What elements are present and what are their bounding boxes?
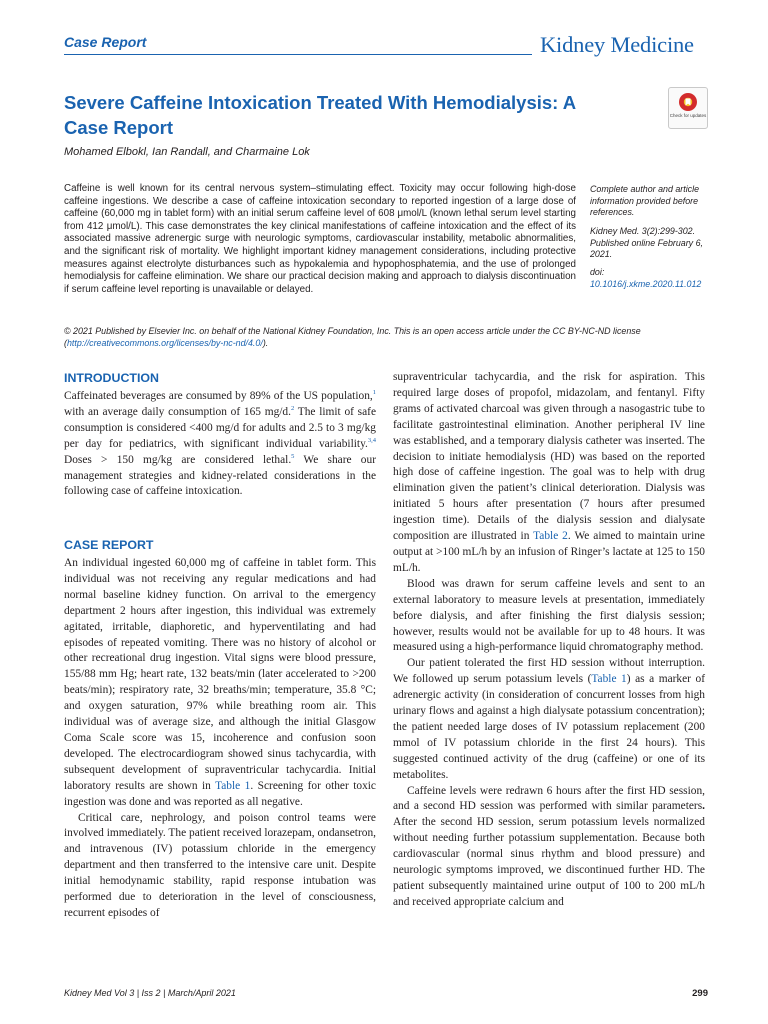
check-for-updates-badge[interactable] <box>668 87 708 129</box>
abstract: Caffeine is well known for its central nervous system–stimulating effect. Toxicity may occur following high-dose caffeine ingestions. We describe a case of caffeine intoxication secondary to reported ingestion of a large dose of caffeine (60,000 mg in tablet form) with an initial serum caffeine level of 608 μmol/L (known lethal serum level starting from 412 μmol/L). This case demonstrates the key clinical manifestations of caffeine intoxication and the effect of its associated massive adrenergic surge with neurologic symptoms, cardiovascular instability, metabolic abnormalities, and the significant risk of mortality. We highlight important kidney management considerations, including protective measures against electrolyte disturbances such as hypokalemia and hypophosphatemia, and the use of prolonged hemodialysis for caffeine elimination. We share our practical decision making and approach to dialysis discontinuation if serum caffeine level reporting is unavailable or delayed. <box>64 183 576 295</box>
case-paragraph: Caffeine levels were redrawn 6 hours after the first HD session, and a second HD session was performed with similar parameters. After the second HD session, serum potassium levels normalized without needing further potassium supplementation. Because both cardiovascular (normal sinus rhythm and blood pressure) and neurologic symptoms improved, we discontinued further HD. The patient subsequently maintained urine output of 100 to 200 mL/h and received appropriate calcium and <box>393 784 705 908</box>
bookmark-icon <box>679 93 697 111</box>
article-title: Severe Caffeine Intoxication Treated With Hemodialysis: A Case Report <box>64 92 576 138</box>
introduction-heading: INTRODUCTION <box>64 371 159 385</box>
header-rule <box>64 54 532 55</box>
doi-label: doi: <box>590 267 605 277</box>
page-number: 299 <box>692 988 708 999</box>
badge-label: Check for updates <box>669 113 707 118</box>
introduction-body <box>64 389 376 500</box>
introduction-paragraph: Caffeinated beverages are consumed by 89% of the US population,$^1$ with an average daily consumption of 165 mg/d.$^2$ The limit of safe consumption is considered <400 mg/d for adults and 2.5 to 3 mg/kg per day for pediatrics, with significant individual variability.$^{3,4}$ Doses > 150 mg/kg are considered lethal.$^5$ We share our management strategies and kidney-related considerations in the following case of caffeine intoxication. <box>64 389 376 498</box>
section-tag: Case Report <box>64 34 147 50</box>
table-1-link[interactable]: Table 1 <box>215 779 251 792</box>
case-paragraph: Critical care, nephrology, and poison control teams were involved immediately. The patient received lorazepam, ondansetron, and intravenous (IV) potassium chloride in the emergency department and then transferred to the intensive care unit. Despite initial hemodynamic stability, rapid response intubation was performed due to deterioration in the level of consciousness, recurrent episodes of <box>64 811 376 919</box>
license-end: ). <box>262 337 269 348</box>
table-1-link[interactable]: Table 1 <box>591 673 627 686</box>
table-2-link[interactable]: Table 2 <box>533 530 568 543</box>
doi-link[interactable]: 10.1016/j.xkme.2020.11.012 <box>590 278 702 289</box>
reference-link[interactable]: 3,4 <box>367 436 376 444</box>
case-paragraph: supraventricular tachycardia, and the risk for aspiration. This required large doses of propofol, midazolam, and fentanyl. Fifty grams of activated charcoal was given through a nasogastric tube to facilitate gastrointestinal elimination. Another peripheral IV line was established, and a temporary dialysis catheter was inserted. The decision to initiate hemodialysis (HD) was based on the reported high dose of caffeine ingestion. The goal was to help with drug elimination given the patient’s clinical deterioration. Dialysis was initiated 5 hours after presentation (7 hours after presumed ingestion time). Details of the dialysis session and dialysate composition are illustrated in Table 2. We aimed to maintain urine output at >100 mL/h by an infusion of Ringer’s lactate at 125 to 150 mL/h. <box>393 371 705 574</box>
license-text: © 2021 Published by Elsevier Inc. on behalf of the National Kidney Foundation, Inc. This is an open access article under the CC BY-NC-ND license ( <box>64 326 641 348</box>
license-link[interactable]: http://creativecommons.org/licenses/by-nc-nd/4.0/ <box>66 337 263 348</box>
case-report-heading: CASE REPORT <box>64 538 154 552</box>
license-statement <box>64 326 664 349</box>
reference-link[interactable]: 5 <box>291 452 295 460</box>
case-report-body <box>64 556 376 922</box>
citation: Kidney Med. 3(2):299-302. Published online February 6, 2021. <box>590 226 703 259</box>
case-paragraph: An individual ingested 60,000 mg of caffeine in tablet form. This individual was not receiving any regular medications and had normal baseline kidney function. On arrival to the emergency department 2 hours after ingestion, this individual was extremely agitated, irritable, diaphoretic, and hyperventilating and had episodes of repeated vomiting. There was no history of alcohol or other recreational drug ingestion. Vital signs were blood pressure, 155/88 mm Hg; heart rate, 132 beats/min (later accelerated to >200 beats/min); respiratory rate, 32 breaths/min; temperature, 35.8 °C; and oxygen saturation, 97% while breathing room air. This individual was of average size, and although the initial Glasgow Coma Scale score was 15, incoherence and confusion soon developed. The electrocardiogram showed sinus tachycardia, with subsequent development of supraventricular tachycardia. Initial laboratory results are shown in Table 1. Screening for other toxic ingestion was done and was reported as all negative. <box>64 557 376 808</box>
author-info-note: Complete author and article information provided before references. <box>590 184 700 217</box>
article-authors: Mohamed Elbokl, Ian Randall, and Charmaine Lok <box>64 146 310 158</box>
case-paragraph: Our patient tolerated the first HD session without interruption. We followed up serum potassium levels (Table 1) as a marker of adrenergic activity (in consideration of concurrent losses from high urinary flows and against a high dialysate potassium concentration); the patient needed large doses of IV potassium replacement (200 mmol of IV potassium chloride in the first 24 hours). This suggested continued activity of the drug (caffeine) or one of its metabolites. <box>393 657 705 781</box>
journal-name[interactable]: Kidney Medicine <box>540 32 694 57</box>
case-paragraph: Blood was drawn for serum caffeine levels and sent to an external laboratory to measure levels at presentation, immediately before dialysis, and after finishing the first dialysis session; however, results would not be available for up to 48 hours. It was measured using a high-performance liquid chromatography method. <box>393 577 705 654</box>
reference-link[interactable]: 1 <box>372 389 376 397</box>
doi <box>590 267 708 290</box>
footer-journal-info: Kidney Med Vol 3 | Iss 2 | March/April 2021 <box>64 988 236 998</box>
case-report-continued <box>393 370 705 911</box>
reference-link[interactable]: 2 <box>290 405 295 413</box>
